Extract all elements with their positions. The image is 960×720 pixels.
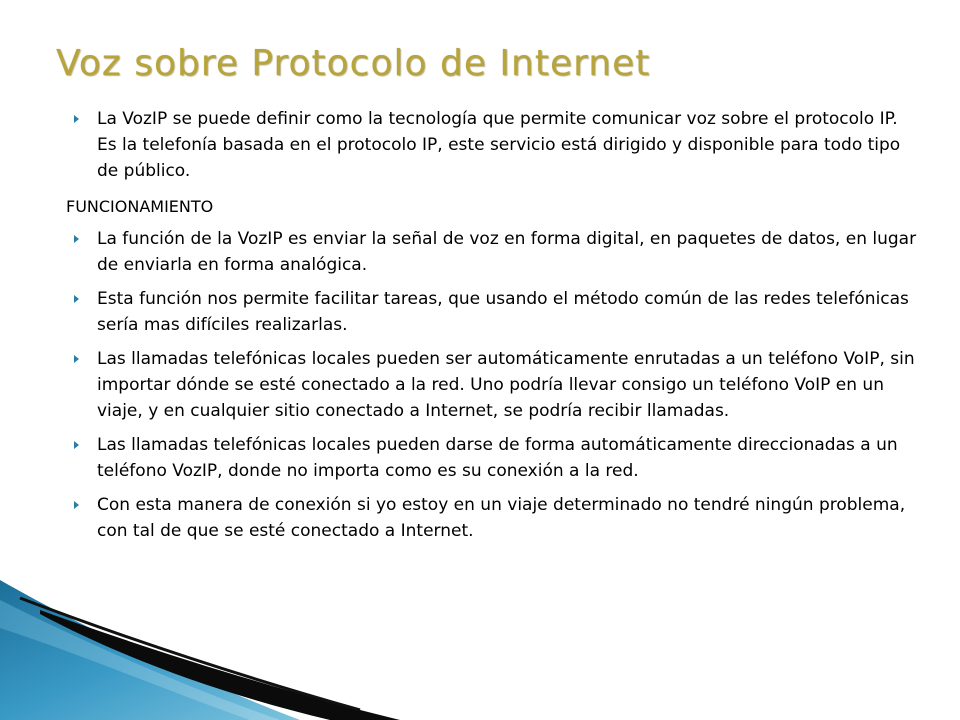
triangle-bullet-icon — [74, 115, 79, 123]
bullet-item — [66, 286, 918, 338]
triangle-bullet-icon — [74, 501, 79, 509]
bullet-intro-text: La VozIP se puede definir como la tecnología que permite comunicar voz sobre el protocolo IP. Es la telefonía basada en el protocolo IP, este servicio está dirigido y disponible para todo tipo de público. — [97, 109, 901, 181]
triangle-bullet-icon — [74, 235, 79, 243]
slide-title: Voz sobre Protocolo de Internet — [56, 43, 651, 84]
bullet-item — [66, 226, 918, 278]
corner-wave-decoration — [0, 570, 420, 720]
triangle-bullet-icon — [74, 355, 79, 363]
slide-content — [66, 106, 918, 552]
bullet-item-text: Las llamadas telefónicas locales pueden darse de forma automáticamente direccionadas a un teléfono VozIP, donde no importa como es su conexión a la red. — [97, 435, 898, 481]
bullet-item-text: Esta función nos permite facilitar tareas, que usando el método común de las redes telefónicas sería mas difíciles realizarlas. — [97, 289, 909, 335]
bullet-item-text: Las llamadas telefónicas locales pueden ser automáticamente enrutadas a un teléfono VoIP, sin importar dónde se esté conectado a la red. Uno podría llevar consigo un teléfono VoIP en un viaje, y en cualquier sitio conectado a Internet, se podría recibir llamadas. — [97, 349, 915, 421]
triangle-bullet-icon — [74, 295, 79, 303]
bullet-intro — [66, 106, 918, 184]
bullet-item-text: La función de la VozIP es enviar la señal de voz en forma digital, en paquetes de datos, en lugar de enviarla en forma analógica. — [97, 229, 917, 275]
bullet-item — [66, 346, 918, 424]
bullet-item — [66, 432, 918, 484]
bullet-item-text: Con esta manera de conexión si yo estoy en un viaje determinado no tendré ningún problema, con tal de que se esté conectado a Internet. — [97, 495, 906, 541]
bullet-item — [66, 492, 918, 544]
section-heading: FUNCIONAMIENTO — [66, 197, 214, 216]
triangle-bullet-icon — [74, 441, 79, 449]
